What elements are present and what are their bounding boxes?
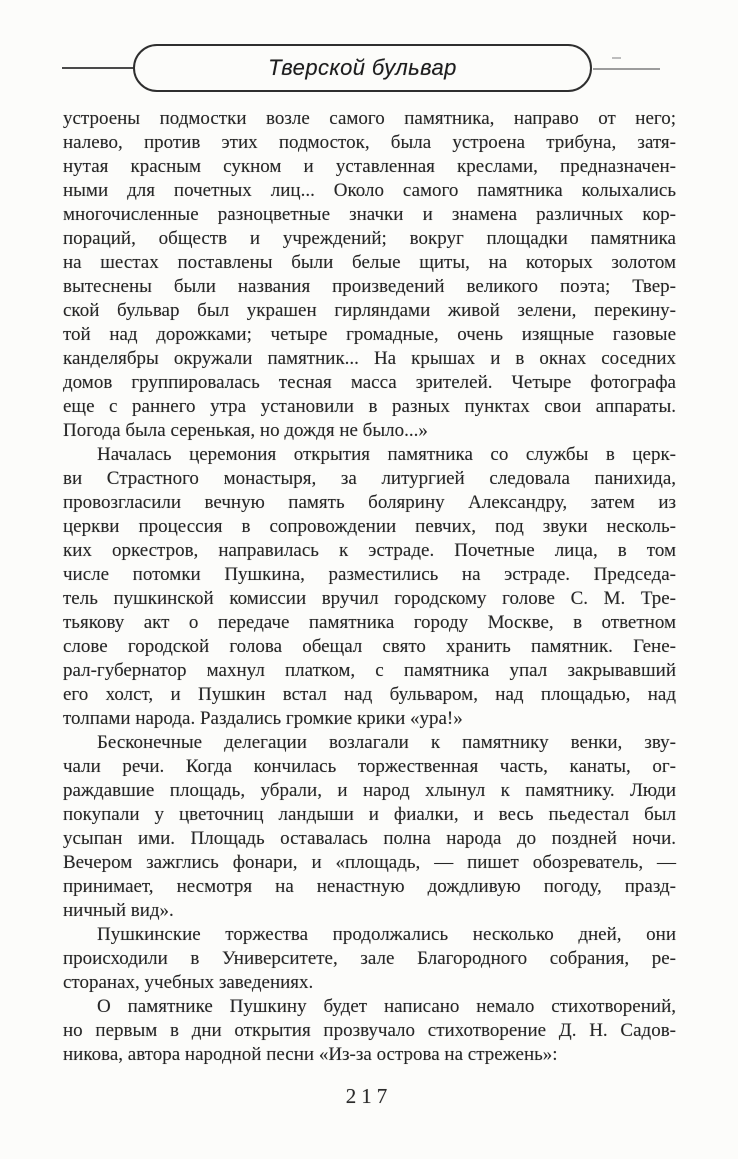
text-line: происходили в Университете, зале Благородного собрания, ре- <box>63 948 676 969</box>
text-line: устроены подмостки возле самого памятника, направо от него; <box>63 108 676 129</box>
page-number: 217 <box>345 1084 393 1108</box>
paragraph <box>63 731 676 923</box>
text-line: Погода была серенькая, но дождя не было...» <box>63 420 428 441</box>
text-line: толпами народа. Раздались громкие крики «ура!» <box>63 708 463 729</box>
text-line: О памятнике Пушкину будет написано немало стихотворений, <box>97 996 676 1017</box>
chapter-header-capsule <box>133 44 592 92</box>
scan-artifact-dash <box>612 57 621 59</box>
text-line: пораций, обществ и учреждений; вокруг площадки памятника <box>63 228 676 249</box>
text-line: усыпан ими. Площадь оставалась полна народа до поздней ночи. <box>63 828 676 849</box>
text-line: тель пушкинской комиссии вручил городскому голове С. М. Тре- <box>63 588 676 609</box>
text-line: его холст, и Пушкин встал над бульваром, над площадью, над <box>63 684 676 705</box>
text-line: чали речи. Когда кончилась торжественная часть, канаты, ог- <box>63 756 676 777</box>
text-line: канделябры окружали памятник... На крышах и в окнах соседних <box>63 348 676 369</box>
paragraph <box>63 107 676 443</box>
text-line: покупали у цветочниц ландыши и фиалки, и весь пьедестал был <box>63 804 676 825</box>
text-line: сторанах, учебных заведениях. <box>63 972 314 993</box>
text-line: Бесконечные делегации возлагали к памятнику венки, зву- <box>97 732 676 753</box>
text-line: провозгласили вечную память болярину Александру, затем из <box>63 492 676 513</box>
text-line: числе потомки Пушкина, разместились на эстраде. Председа- <box>63 564 676 585</box>
header-rule-right <box>593 68 660 70</box>
text-line: вытеснены были названия произведений великого поэта; Твер- <box>63 276 676 297</box>
text-line: тьякову акт о передаче памятника городу Москве, в ответном <box>63 612 676 633</box>
text-line: Пушкинские торжества продолжались несколько дней, они <box>97 924 676 945</box>
text-line: никова, автора народной песни «Из-за острова на стрежень»: <box>63 1044 558 1065</box>
text-line: слове городской голова обещал свято хранить памятник. Гене- <box>63 636 676 657</box>
text-line: на шестах поставлены были белые щиты, на которых золотом <box>63 252 676 273</box>
text-block <box>63 107 676 1067</box>
text-line: той над дорожками; четыре громадные, очень изящные газовые <box>63 324 676 345</box>
text-line: многочисленные разноцветные значки и знамена различных кор- <box>63 204 676 225</box>
text-line: Вечером зажглись фонари, и «площадь, — пишет обозреватель, — <box>63 852 676 873</box>
paragraph <box>63 923 676 995</box>
text-line: ными для почетных лиц... Около самого памятника колыхались <box>63 180 676 201</box>
text-line: налево, против этих подмосток, была устроена трибуна, затя- <box>63 132 676 153</box>
text-line: домов группировалась тесная масса зрителей. Четыре фотографа <box>63 372 676 393</box>
text-line: еще с раннего утра установили в разных пунктах свои аппараты. <box>63 396 676 417</box>
text-line: принимает, несмотря на ненастную дождливую погоду, празд- <box>63 876 676 897</box>
paragraph <box>63 995 676 1067</box>
text-line: раждавшие площадь, убрали, и народ хлынул к памятнику. Люди <box>63 780 676 801</box>
text-line: ской бульвар был украшен гирляндами живой зелени, перекину- <box>63 300 676 321</box>
text-line: церкви процессия в сопровождении певчих, под звуки несколь- <box>63 516 676 537</box>
header-rule-left <box>62 67 134 69</box>
text-line: нутая красным сукном и уставленная креслами, предназначен- <box>63 156 676 177</box>
text-line: ви Страстного монастыря, за литургией следовала панихида, <box>63 468 676 489</box>
text-line: но первым в дни открытия прозвучало стихотворение Д. Н. Садов- <box>63 1020 676 1041</box>
text-line: рал-губернатор махнул платком, с памятника упал закрывавший <box>63 660 676 681</box>
text-line: ничный вид». <box>63 900 174 921</box>
paragraph <box>63 443 676 731</box>
text-line: Началась церемония открытия памятника со службы в церк- <box>97 444 676 465</box>
text-line: ких оркестров, направилась к эстраде. Почетные лица, в том <box>63 540 676 561</box>
chapter-title: Тверской бульвар <box>268 55 457 80</box>
